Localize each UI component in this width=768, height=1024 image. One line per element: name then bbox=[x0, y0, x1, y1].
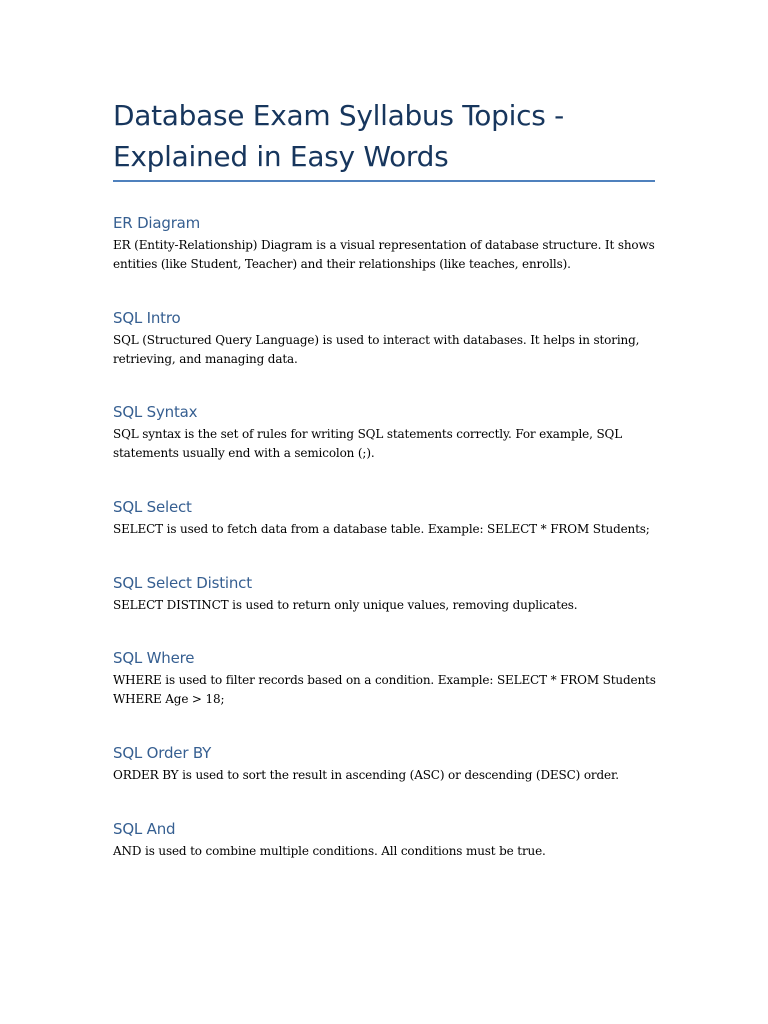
section-heading: SQL Select bbox=[113, 498, 192, 516]
section-sql-syntax bbox=[113, 402, 658, 463]
section-body: SELECT is used to fetch data from a database table. Example: SELECT * FROM Students; bbox=[113, 522, 650, 536]
title-underline-rule bbox=[113, 180, 655, 182]
section-sql-intro bbox=[113, 308, 658, 369]
section-body: ER (Entity-Relationship) Diagram is a visual representation of database structure. It shows entities (like Student, Teacher) and their relationships (like teaches, enrolls). bbox=[113, 238, 655, 271]
section-sql-and bbox=[113, 819, 658, 861]
section-sql-select bbox=[113, 497, 658, 539]
document-title: Database Exam Syllabus Topics - Explained in Easy Words bbox=[113, 99, 564, 173]
section-heading: SQL Intro bbox=[113, 309, 181, 327]
section-sql-select-distinct bbox=[113, 573, 658, 615]
section-sql-order-by bbox=[113, 743, 658, 785]
section-heading: SQL Order BY bbox=[113, 744, 212, 762]
section-body: SQL (Structured Query Language) is used to interact with databases. It helps in storing, retrieving, and managing data. bbox=[113, 333, 640, 366]
section-sql-where bbox=[113, 648, 658, 709]
section-body: WHERE is used to filter records based on a condition. Example: SELECT * FROM Students WHERE Age > 18; bbox=[113, 673, 656, 706]
section-body: SELECT DISTINCT is used to return only unique values, removing duplicates. bbox=[113, 598, 578, 612]
section-body: SQL syntax is the set of rules for writing SQL statements correctly. For example, SQL statements usually end with a semicolon (;). bbox=[113, 427, 623, 460]
section-er-diagram bbox=[113, 213, 658, 274]
section-heading: SQL Where bbox=[113, 649, 195, 667]
section-body: ORDER BY is used to sort the result in ascending (ASC) or descending (DESC) order. bbox=[113, 768, 619, 782]
section-heading: SQL Select Distinct bbox=[113, 574, 252, 592]
section-heading: SQL And bbox=[113, 820, 176, 838]
section-body: AND is used to combine multiple conditions. All conditions must be true. bbox=[113, 844, 546, 858]
section-heading: SQL Syntax bbox=[113, 403, 198, 421]
section-heading: ER Diagram bbox=[113, 214, 201, 232]
